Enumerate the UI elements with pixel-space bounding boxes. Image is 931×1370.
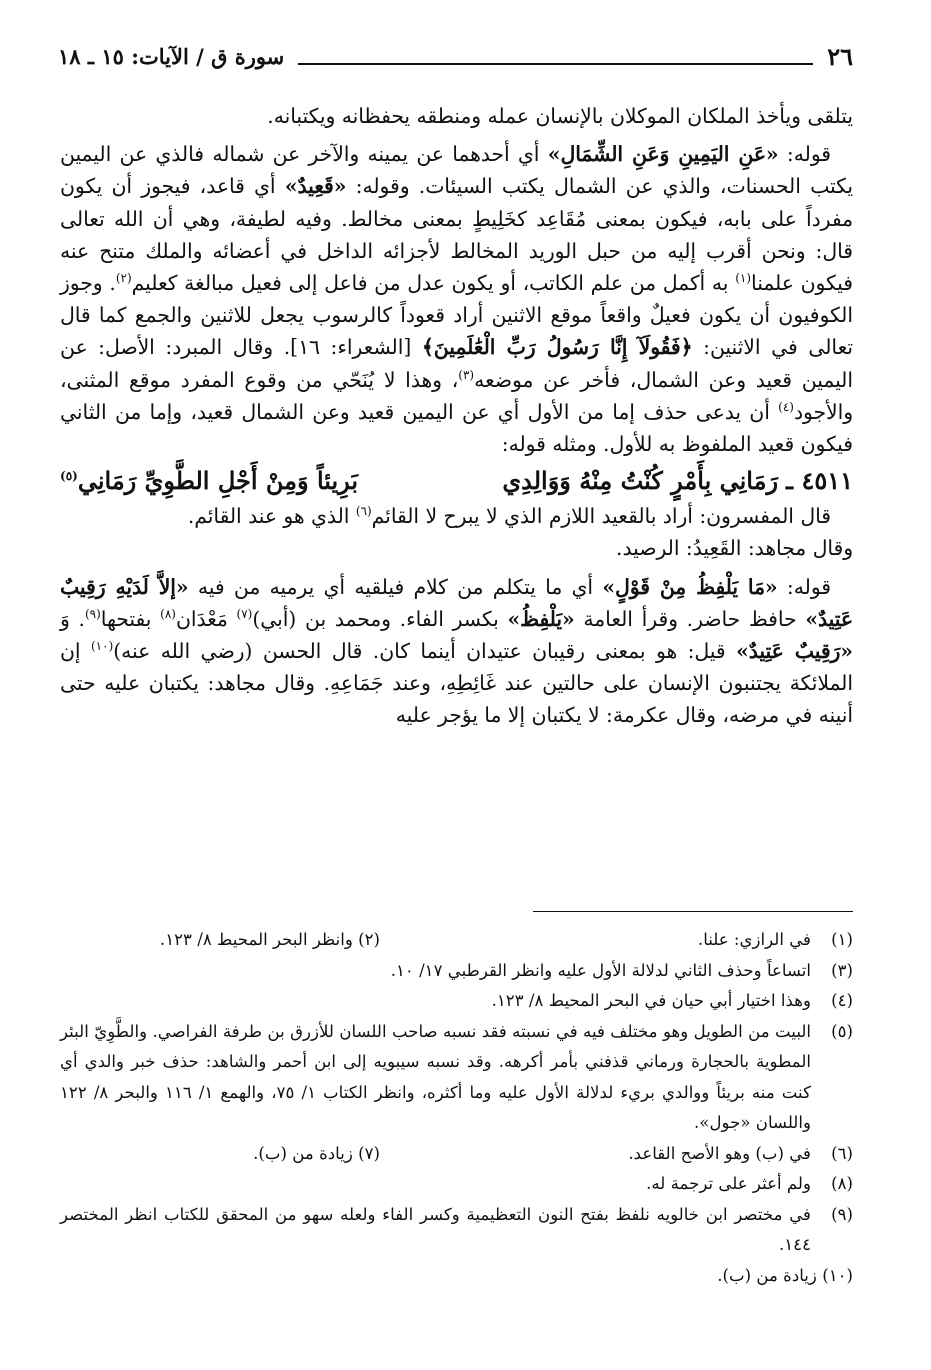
text-run: قال المفسرون: أراد بالقعيد اللازم الذي لا يبرح لا القائم (371, 504, 831, 529)
text-run: أن يدعى حذف إما من الأول أي عن اليمين قعيد وعن الشمال قعيد، وإما من الثاني فيكون قعيد الملفوظ به للأول. ومثله قوله: (60, 399, 853, 457)
footnote-ref: (٨) (160, 607, 176, 622)
footnote-number: (٣) (831, 960, 853, 980)
main-text (60, 100, 853, 732)
footnote-number: (٤) (831, 991, 853, 1010)
text-run: به أكمل من علم الكاتب، أو يكون عدل من فاعل إلى فعيل مبالغة كعليم (131, 271, 736, 296)
text-run: قوله: (778, 142, 831, 167)
text-run: أي ما يتكلم من كلام فيلقيه أي يرميه من فيه (188, 574, 603, 599)
footnote-10 (60, 1261, 853, 1292)
paragraph-3 (60, 500, 853, 532)
page-header (58, 38, 853, 72)
text-run: مَعْدَان (175, 606, 237, 631)
paragraph-4 (60, 532, 853, 564)
running-title: سورة ق / الآيات: ١٥ ـ ١٨ (58, 44, 285, 69)
footnote-3 (60, 956, 853, 987)
text-run: أي قاعد، فيجوز أن يكون مفرداً على بابه، فيكون بمعنى مُقَاعِد كخَلِيطٍ بمعنى مخالط. وفيه لطيفة، وهي أن الله تعالى قال: ونحن أقرب إليه من حبل الوريد المخالط لأجزائه الداخل في أعضائه والملك متنح عنه فيكون علمنا (60, 174, 853, 296)
footnote-ref: (١) (735, 271, 752, 286)
quran-quote: «مَا يَلْفِظُ مِنْ قَوْلٍ» (602, 574, 778, 599)
footnote-6-7 (60, 1139, 853, 1170)
text-run: إن الملائكة يجتنبون الإنسان على حالتين عند غَائِطِهِ، وعند جَمَاعِهِ. وقال مجاهد: يكتبان عليه حتى أنينه في مرضه، وقال عكرمة: لا يكتبان إلا ما يؤجر عليه (60, 639, 853, 728)
text-run: ، وهذا لا يُنَحّي من وقوع المفرد موقع المثنى، والأجود (60, 367, 853, 424)
paragraph-4-text: وقال مجاهد: القَعِيدُ: الرصيد. (616, 536, 853, 561)
poetry-verse (60, 464, 853, 498)
footnote-number: (٩) (831, 1204, 853, 1224)
verse-number: ٤٥١١ ـ (786, 466, 853, 496)
verse-second-text: بَرِيئاً وَمِنْ أَجْلِ الطَّوِيِّ رَمَانِي (77, 466, 359, 496)
footnote-text: في مختصر ابن خالويه نلفظ بفتح النون التعظيمية وكسر الفاء ولعله سهو من المحقق للكتاب انظر المختصر ١٤٤. (60, 1204, 811, 1254)
footnote-number: (٦) (831, 1143, 853, 1163)
footnote-ref: (٥) (60, 469, 78, 484)
text-run: الذي هو عند القائم. (187, 504, 356, 529)
page-number: ٢٦ (827, 42, 853, 71)
footnote-ref: (١٠) (90, 639, 114, 654)
quran-quote: ﴿فَقُولَآ إِنَّا رَسُولُ رَبِّ الْعَٰلَمِينَ﴾ (421, 335, 693, 360)
footnote-9 (60, 1200, 853, 1261)
text-run: بكسر الفاء. ومحمد بن (أبي) (252, 606, 508, 631)
verse-second-hemistich (60, 464, 358, 498)
paragraph-2 (60, 138, 853, 460)
text-run: [الشعراء: ١٦]. وقال المبرد: الأصل: عن اليمين قعيد وعن الشمال، فأخر عن موضعه (60, 335, 853, 392)
footnote-text: اتساعاً وحذف الثاني لدلالة الأول عليه وانظر القرطبي ١٧/ ١٠. (390, 960, 811, 980)
footnote-ref: (٩) (84, 607, 101, 622)
footnote-ref: (٦) (355, 504, 372, 519)
quran-quote: «عَنِ اليَمِينِ وَعَنِ الشِّمَالِ» (547, 142, 779, 167)
text-run: بفتحها (100, 606, 161, 631)
footnote-text: ولم أعثر على ترجمة له. (646, 1174, 811, 1193)
footnote-number: (١) (831, 930, 853, 949)
text-run: قيل: هو بمعنى رقيبان عتيدان أينما كان. قال الحسن (رضي الله عنه) (113, 639, 737, 664)
quran-quote: «إلاَّ لَدَيْهِ رَقِيبٌ عَتِيدٌ» (60, 574, 853, 631)
footnote-text: (٢) وانظر البحر المحيط ٨/ ١٢٣. (159, 930, 380, 949)
footnote-number: (٨) (831, 1174, 853, 1193)
footnote-ref: (٤) (778, 400, 794, 415)
paragraph-1 (60, 100, 853, 132)
footnote-number: (٥) (831, 1021, 853, 1041)
footnote-text: في الرازي: علنا. (697, 930, 811, 949)
text-run: . وجوز الكوفيون أن يكون فعيلٌ واقعاً موقع الاثنين أراد قعوداً كالرسوب يجعل للاثنين والجمع كما قال تعالى في الاثنين: (60, 271, 853, 360)
footnote-8 (60, 1169, 853, 1200)
footnote-ref: (٢) (115, 271, 132, 286)
paragraph-5 (60, 571, 853, 732)
footnote-text: في (ب) وهو الأصح القاعد. (628, 1143, 811, 1163)
footnotes (60, 925, 853, 1291)
footnote-ref: (٣) (458, 367, 475, 382)
footnote-5 (60, 1017, 853, 1139)
footnote-text: البيت من الطويل وهو مختلف فيه في نسبته فقد نسبه صاحب اللسان للأزرق بن طرفة الفراصي. والطَّوِيّ البئر المطوية بالحجارة ورماني قذفني بأمر أكرهه. وقد نسبه سيبويه إلى ابن أحمر والشاهد: حذف خبر والدي أي كنت منه بريئاً ووالدي بريء لدلالة الأول عليه وما أكثره، وانظر الكتاب ١/ ٧٥، والهمع ١/ ١١٦ والبحر ٨/ ١٢٢ واللسان «جول». (60, 1021, 811, 1132)
header-rule (298, 63, 813, 65)
text-run: أي أحدهما عن يمينه والآخر عن شماله فالذي عن اليمين يكتب الحسنات، والذي عن الشمال يكتب السيئات. وقوله: (60, 142, 853, 199)
quran-quote: «قَعِيدٌ» (284, 174, 347, 199)
verse-first-hemistich: رَمَانِي بِأَمْرٍ كُنْتُ مِنْهُ وَوَالِدِي (502, 466, 779, 496)
text-run: حافظ حاضر. وقرأ العامة (574, 606, 806, 631)
text-run: . وَ (60, 606, 85, 631)
footnote-separator (533, 911, 853, 912)
paragraph-1-text: يتلقى ويأخذ الملكان الموكلان بالإنسان عمله ومنطقه يحفظانه ويكتبانه. (267, 104, 853, 128)
text-run: قوله: (777, 574, 831, 599)
quran-quote: «يَلْفِظُ» (507, 606, 575, 631)
footnote-1-2 (60, 925, 853, 956)
footnote-text: (١٠) زيادة من (ب). (717, 1265, 853, 1285)
footnote-4 (60, 986, 853, 1017)
footnote-text: وهذا اختيار أبي حيان في البحر المحيط ٨/ ١٢٣. (491, 991, 811, 1010)
footnote-text: (٧) زيادة من (ب). (253, 1143, 380, 1163)
footnote-ref: (٧) (236, 607, 253, 622)
quran-quote: «رَقِيبٌ عَتِيدٌ» (736, 639, 853, 664)
